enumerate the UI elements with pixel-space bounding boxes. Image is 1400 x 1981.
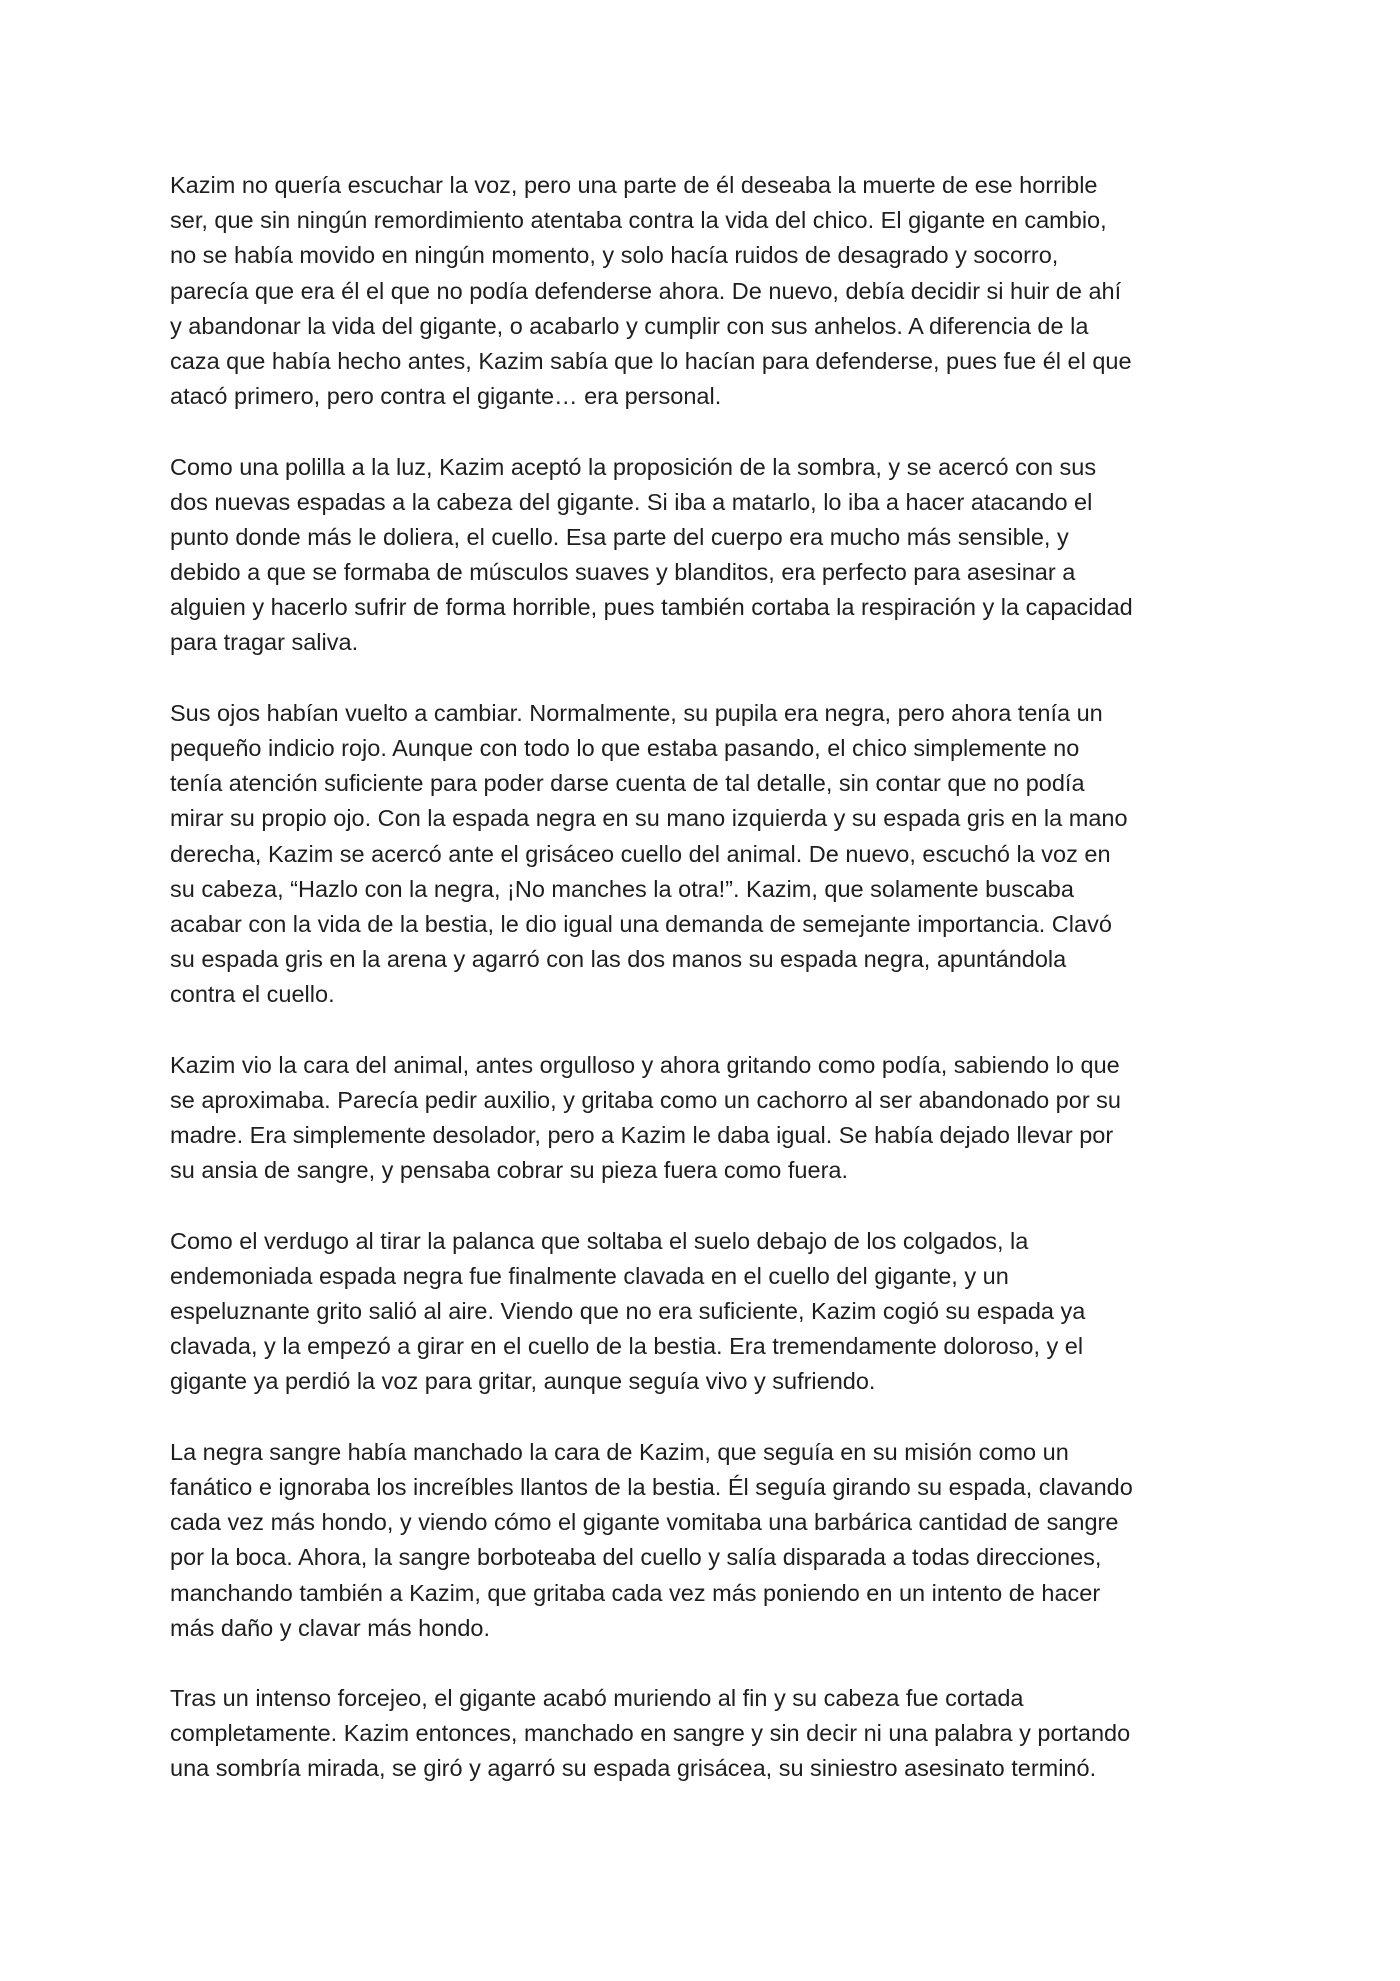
text-line: atacó primero, pero contra el gigante… era personal. (170, 383, 722, 410)
text-line: espeluznante grito salió al aire. Viendo que no era suficiente, Kazim cogió su espada ya (170, 1298, 1086, 1324)
text-line: madre. Era simplemente desolador, pero a Kazim le daba igual. Se había dejado llevar por (170, 1122, 1114, 1149)
paragraph (170, 696, 1255, 1013)
text-line: pequeño indicio rojo. Aunque con todo lo que estaba pasando, el chico simplemente no (170, 735, 1080, 761)
text-line: una sombría mirada, se giró y agarró su espada grisácea, su siniestro asesinato terminó. (170, 1755, 1097, 1782)
text-line: derecha, Kazim se acercó ante el grisáceo cuello del animal. De nuevo, escuchó la voz en (170, 840, 1111, 867)
text-line: tenía atención suficiente para poder darse cuenta de tal detalle, sin contar que no podía (170, 770, 1085, 797)
text-line: fanático e ignoraba los increíbles llantos de la bestia. Él seguía girando su espada, clavando (170, 1473, 1133, 1500)
text-line: y abandonar la vida del gigante, o acabarlo y cumplir con sus anhelos. A diferencia de la (170, 312, 1089, 339)
text-line: La negra sangre había manchado la cara de Kazim, que seguía en su misión como un (170, 1438, 1069, 1465)
text-line: clavada, y la empezó a girar en el cuello de la bestia. Era tremendamente doloroso, y el (170, 1333, 1084, 1360)
text-line: completamente. Kazim entonces, manchado en sangre y sin decir ni una palabra y portando (170, 1720, 1131, 1747)
text-line: dos nuevas espadas a la cabeza del gigante. Si iba a matarlo, lo iba a hacer atacando el (170, 488, 1093, 515)
text-line: su cabeza, “Hazlo con la negra, ¡No manches la otra!”. Kazim, que solamente buscaba (170, 875, 1074, 902)
paragraph (170, 450, 1255, 661)
text-line: Como el verdugo al tirar la palanca que soltaba el suelo debajo de los colgados, la (170, 1227, 1029, 1254)
text-line: mirar su propio ojo. Con la espada negra en su mano izquierda y su espada gris en la mano (170, 805, 1128, 832)
text-line: por la boca. Ahora, la sangre borboteaba del cuello y salía disparada a todas direcciones, (170, 1544, 1102, 1571)
text-line: contra el cuello. (170, 981, 335, 1008)
text-line: Como una polilla a la luz, Kazim aceptó la proposición de la sombra, y se acercó con sus (170, 453, 1097, 480)
paragraph (170, 168, 1255, 414)
text-line: su ansia de sangre, y pensaba cobrar su pieza fuera como fuera. (170, 1157, 848, 1184)
text-line: Kazim no quería escuchar la voz, pero una parte de él deseaba la muerte de ese horrible (170, 172, 1098, 198)
text-line: alguien y hacerlo sufrir de forma horrible, pues también cortaba la respiración y la capacidad (170, 594, 1133, 621)
text-line: más daño y clavar más hondo. (170, 1614, 491, 1641)
text-line: ser, que sin ningún remordimiento atentaba contra la vida del chico. El gigante en cambio, (170, 207, 1107, 234)
document-body (170, 168, 1255, 1787)
paragraph (170, 1435, 1255, 1646)
text-line: parecía que era él el que no podía defenderse ahora. De nuevo, debía decidir si huir de ahí (170, 277, 1122, 304)
text-line: acabar con la vida de la bestia, le dio igual una demanda de semejante importancia. Clavó (170, 910, 1112, 937)
text-line: se aproximaba. Parecía pedir auxilio, y gritaba como un cachorro al ser abandonado por su (170, 1086, 1121, 1113)
text-line: debido a que se formaba de músculos suaves y blanditos, era perfecto para asesinar a (170, 559, 1076, 586)
paragraph (170, 1048, 1255, 1189)
text-line: Kazim vio la cara del animal, antes orgulloso y ahora gritando como podía, sabiendo lo que (170, 1051, 1120, 1078)
text-line: gigante ya perdió la voz para gritar, aunque seguía vivo y sufriendo. (170, 1368, 876, 1395)
text-line: su espada gris en la arena y agarró con las dos manos su espada negra, apuntándola (170, 946, 1067, 973)
text-line: Tras un intenso forcejeo, el gigante acabó muriendo al fin y su cabeza fue cortada (170, 1685, 1024, 1712)
paragraph (170, 1681, 1255, 1787)
text-line: manchando también a Kazim, que gritaba cada vez más poniendo en un intento de hacer (170, 1579, 1101, 1606)
paragraph (170, 1224, 1255, 1400)
text-line: no se había movido en ningún momento, y solo hacía ruidos de desagrado y socorro, (170, 242, 1059, 269)
text-line: caza que había hecho antes, Kazim sabía que lo hacían para defenderse, pues fue él el que (170, 347, 1132, 374)
text-line: Sus ojos habían vuelto a cambiar. Normalmente, su pupila era negra, pero ahora tenía un (170, 699, 1103, 726)
text-line: endemoniada espada negra fue finalmente clavada en el cuello del gigante, y un (170, 1262, 1009, 1289)
text-line: para tragar saliva. (170, 629, 359, 656)
text-line: punto donde más le doliera, el cuello. Esa parte del cuerpo era mucho más sensible, y (170, 523, 1069, 550)
text-line: cada vez más hondo, y viendo cómo el gigante vomitaba una barbárica cantidad de sangre (170, 1509, 1119, 1536)
